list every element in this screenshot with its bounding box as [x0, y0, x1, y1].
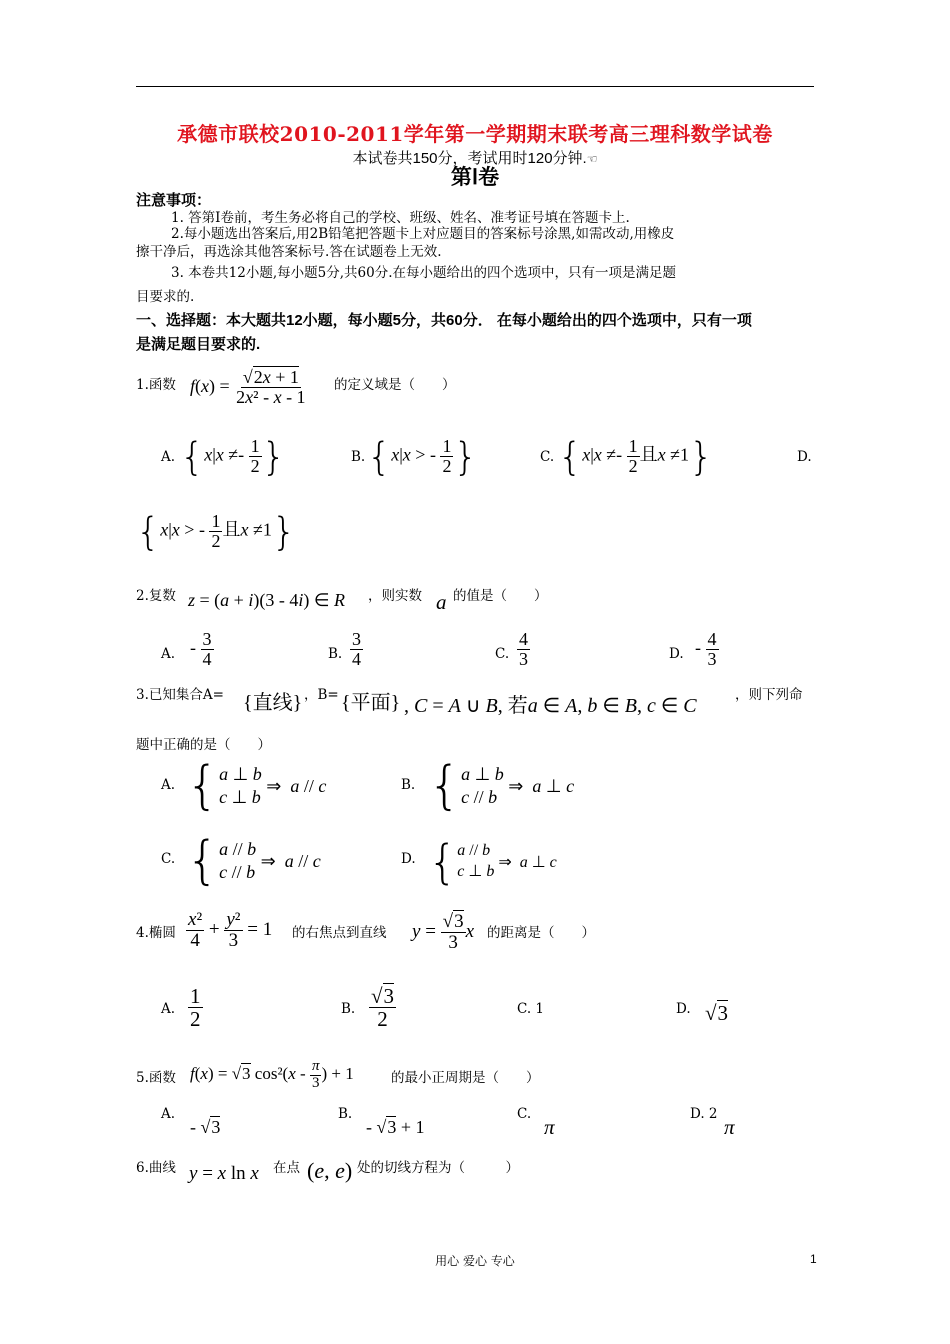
- q3-option-b: { a ⊥ b c // b ⇒ a ⊥ c: [428, 756, 575, 816]
- q6-mid: 在点: [273, 1160, 300, 1176]
- q3-option-c-label: C.: [161, 851, 176, 867]
- exam-title: 承德市联校2010-2011学年第一学期期末联考高三理科数学试卷: [177, 122, 773, 146]
- q1-option-b-label: B.: [351, 449, 366, 465]
- q2-var-a: a: [436, 590, 447, 614]
- volume-heading: 第Ⅰ卷: [450, 166, 500, 189]
- q4-option-d-label: D.: [676, 1001, 691, 1017]
- q5-option-c-label: C.: [517, 1106, 532, 1122]
- q1-option-d-label: D.: [797, 449, 812, 465]
- q4-ellipse: $\frac{\text{x²}}{4}$ + $\frac{\text{y²}}{3}$ = 1: [188, 909, 273, 951]
- q2-option-d-label: D.: [669, 646, 684, 662]
- q4-prefix: 4.椭圆: [136, 925, 176, 941]
- notice-item-1: 1. 答第Ⅰ卷前，考生务必将自己的学校、班级、姓名、准考证号填在答题卡上.: [171, 210, 630, 226]
- q2-expression: z = (a + i)(3 - 4i) ∈ R: [188, 590, 346, 610]
- q3-condition: , C = A ∪ B, 若a ∈ A, b ∈ B, c ∈ C: [404, 695, 697, 717]
- notice-item-2: 2.每小题选出答案后,用2B铅笔把答题卡上对应题目的答案标号涂黑,如需改动,用橡皮: [171, 226, 675, 242]
- q6-prefix: 6.曲线: [136, 1160, 176, 1176]
- q4-suffix: 的距离是（ ）: [487, 925, 595, 941]
- set-b-text: 平面: [350, 692, 391, 714]
- q1-function: f(x) = $\frac{√2x + 1}{\text{2x² - x - 1}}$: [190, 367, 306, 407]
- q2-prefix: 2.复数: [136, 588, 176, 604]
- q1-option-a-label: A.: [161, 449, 176, 465]
- cond-text: 若: [507, 695, 528, 717]
- and-text: 且: [639, 444, 658, 465]
- q5-option-c: π: [544, 1115, 555, 1139]
- q2-option-c: $\frac{4}{3}$: [519, 629, 528, 669]
- q6-suffix: 处的切线方程为（ ）: [357, 1160, 519, 1176]
- q2-option-a: - $\frac{3}{4}$: [190, 629, 212, 669]
- q3-set-a: {直线}: [243, 692, 303, 714]
- q3-mid: ，B=: [304, 687, 339, 703]
- q5-option-d-label: D. 2: [690, 1106, 718, 1122]
- notice-heading: 注意事项：: [136, 192, 212, 209]
- q3-option-d-label: D.: [401, 851, 416, 867]
- q5-prefix: 5.函数: [136, 1070, 176, 1086]
- notice-item-3-cont: 目要求的.: [136, 289, 195, 305]
- q5-function: f(x) = √3 cos²(x - $\frac{\pi}{3}$ ) + 1: [190, 1058, 354, 1091]
- q6-point: (e, e): [307, 1158, 353, 1183]
- header-rule: [136, 86, 814, 87]
- q1-prefix: 1.函数: [136, 377, 176, 393]
- q3-set-b: {平面}: [341, 692, 401, 714]
- q4-line: y = $\frac{√3}{3}$ x: [412, 911, 475, 953]
- q6-curve: y = x ln x: [189, 1163, 259, 1184]
- q3-option-c: { a // b c // b ⇒ a // c: [186, 831, 321, 891]
- q1-option-b: {x|x > - $\frac{1}{2}$ }: [367, 434, 478, 479]
- q2-suffix: 的值是（ ）: [453, 588, 548, 604]
- q2-option-a-label: A.: [161, 646, 176, 662]
- q1-option-c: {x|x ≠- $\frac{1}{2}$ 且x ≠1}: [558, 434, 714, 479]
- q5-option-d: π: [724, 1115, 735, 1139]
- q2-option-b: $\frac{3}{4}$: [352, 629, 361, 669]
- q3-suffix: ，则下列命: [735, 687, 803, 703]
- q4-option-b-label: B.: [341, 1001, 356, 1017]
- q1-option-c-label: C.: [540, 449, 555, 465]
- section-heading: 一、选择题：本大题共12小题，每小题5分，共60分． 在每小题给出的四个选项中，只有一项: [136, 312, 752, 329]
- q4-option-d: √3: [705, 1001, 729, 1025]
- q4-option-a: $\frac{1}{2}$: [190, 984, 201, 1032]
- q5-option-a-label: A.: [161, 1106, 176, 1122]
- notice-item-3: 3. 本卷共12小题,每小题5分,共60分.在每小题给出的四个选项中，只有一项是满足题: [171, 265, 676, 281]
- q1-suffix: 的定义域是（ ）: [334, 377, 456, 393]
- and-text: 且: [222, 519, 241, 540]
- q5-suffix: 的最小正周期是（ ）: [391, 1070, 540, 1086]
- page-number: 1: [810, 1252, 817, 1266]
- q4-option-a-label: A.: [161, 1001, 176, 1017]
- subtitle-text: 本试卷共150分，考试用时120分钟.: [352, 150, 587, 167]
- notice-item-2-cont: 擦干净后，再选涂其他答案标号.答在试题卷上无效.: [136, 244, 442, 260]
- section-heading-cont: 是满足题目要求的.: [136, 336, 261, 353]
- q2-option-b-label: B.: [328, 646, 343, 662]
- q5-option-b-label: B.: [338, 1106, 353, 1122]
- q3-option-a-label: A.: [161, 777, 176, 793]
- q1-option-a: {x|x ≠- $\frac{1}{2}$ }: [180, 434, 286, 479]
- q5-option-b: - √3 + 1: [366, 1117, 425, 1137]
- q3-option-a: { a ⊥ b c ⊥ b ⇒ a // c: [186, 756, 327, 816]
- pointing-hand-icon: ☜: [586, 152, 598, 166]
- q3-option-d: { a // b c ⊥ b ⇒ a ⊥ c: [428, 835, 557, 889]
- q4-option-b: $\frac{√3}{2}$: [371, 984, 395, 1032]
- q2-middle: ，则实数: [368, 588, 422, 604]
- page-footer: 用心 爱心 专心: [435, 1254, 515, 1268]
- q4-mid: 的右焦点到直线: [292, 925, 387, 941]
- q3-prefix: 3.已知集合A=: [136, 687, 224, 703]
- q4-option-c-label: C. 1: [517, 1001, 545, 1017]
- q3-line2: 题中正确的是（ ）: [136, 737, 271, 753]
- q5-option-a: - √3: [190, 1117, 221, 1137]
- q2-option-c-label: C.: [495, 646, 510, 662]
- set-a-text: 直线: [252, 692, 293, 714]
- q2-option-d: - $\frac{4}{3}$: [695, 629, 717, 669]
- q3-option-b-label: B.: [401, 777, 416, 793]
- q1-option-d: {x|x > - $\frac{1}{2}$ 且x ≠1}: [136, 509, 297, 554]
